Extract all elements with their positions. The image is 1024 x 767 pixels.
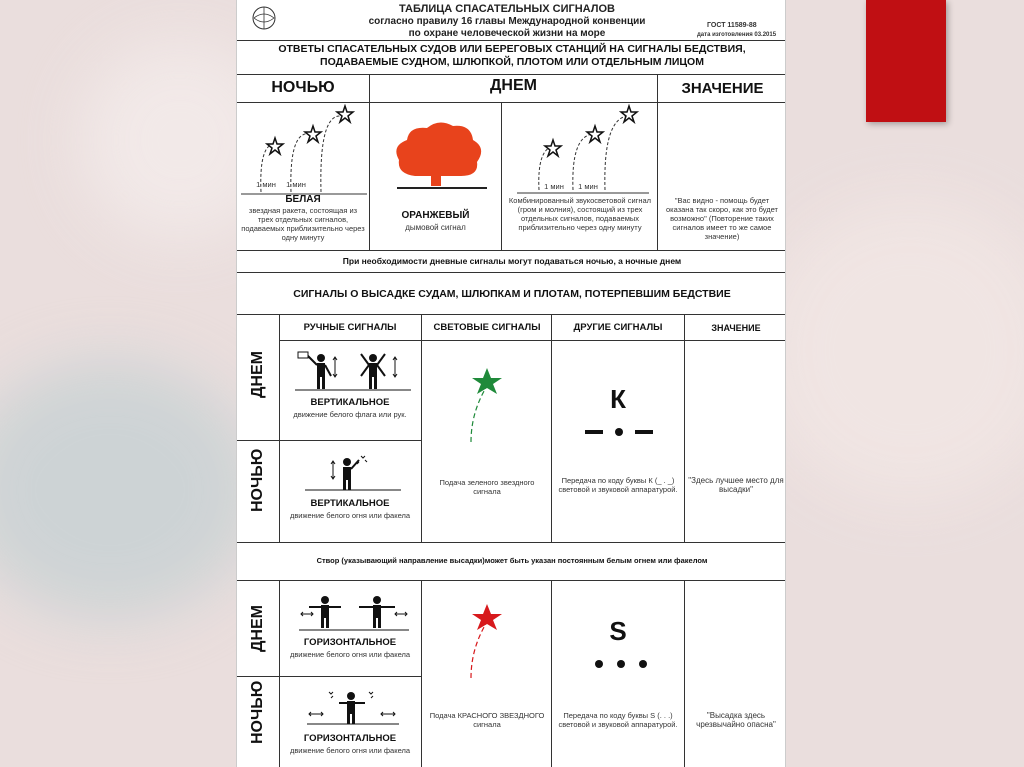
horizontal-flag-figures-icon <box>299 592 409 632</box>
accent-red-block <box>866 0 946 122</box>
divider <box>684 314 685 542</box>
divider <box>551 314 552 542</box>
divider <box>421 580 422 767</box>
col-day-header: ДНЕМ <box>490 77 537 94</box>
divider <box>684 580 685 767</box>
section2-title: СИГНАЛЫ О ВЫСАДКЕ СУДАМ, ШЛЮПКАМ И ПЛОТАМ, ПОТЕРПЕВШИМ БЕДСТВИЕ <box>293 288 731 300</box>
col-other-header: ДРУГИЕ СИГНАЛЫ <box>573 322 663 333</box>
vertical-torch-figure-icon <box>305 454 401 492</box>
divider <box>237 440 421 441</box>
divider <box>237 272 786 273</box>
light-desc-suffix: сигнала <box>473 720 501 729</box>
vertical-flag-figures-icon <box>295 350 411 392</box>
section1-title-line1: ОТВЕТЫ СПАСАТЕЛЬНЫХ СУДОВ ИЛИ БЕРЕГОВЫХ СТАНЦИЙ НА СИГНАЛЫ БЕДСТВИЯ, <box>278 43 746 55</box>
night-manual-desc-2: движение белого огня или факела <box>289 746 411 755</box>
divider <box>657 74 658 250</box>
divider <box>237 314 786 315</box>
section3-meaning: "Высадка здесь чрезвычайно опасна" <box>696 711 776 729</box>
signal-table-sheet <box>236 0 786 767</box>
day-manual-title: ВЕРТИКАЛЬНОЕ <box>310 397 390 408</box>
other-signal-desc: Передача по коду буквы К (_ . _) световой и звуковой аппаратурой. <box>558 476 678 494</box>
row-night-label-2: НОЧЬЮ <box>249 680 266 744</box>
divider <box>421 314 422 542</box>
divider <box>237 542 786 543</box>
sound-signal-desc: Комбинированный звукосветовой сигнал (гром и молния), состоящий из трех отдельных сигналов, подаваемых приблизительно через одну минуту <box>508 196 652 232</box>
section2-meaning: "Здесь лучшее место для высадки" <box>688 476 784 494</box>
light-desc-emphasis: КРАСНОГО ЗВЕЗДНОГО <box>457 711 545 720</box>
row-night-label: НОЧЬЮ <box>249 448 266 512</box>
col-manual-header: РУЧНЫЕ СИГНАЛЫ <box>303 322 397 333</box>
section1-note: При необходимости дневные сигналы могут подаваться ночью, а ночные днем <box>342 256 682 266</box>
divider <box>551 580 552 767</box>
interval-label: 1 мин <box>286 180 306 189</box>
day-manual-desc: движение белого флага или рук. <box>293 410 407 419</box>
night-manual-desc: движение белого огня или факела <box>289 511 411 520</box>
night-manual-title: ВЕРТИКАЛЬНОЕ <box>310 498 390 509</box>
header-title: ТАБЛИЦА СПАСАТЕЛЬНЫХ СИГНАЛОВ <box>399 3 615 15</box>
manufacture-date: дата изготовления 03.2015 <box>697 32 777 38</box>
green-star-signal-icon <box>457 362 517 446</box>
background-blob <box>0 360 260 620</box>
header-subtitle-2: по охране человеческой жизни на море <box>408 28 606 39</box>
divider <box>237 676 421 677</box>
interval-label: 1 мин <box>578 182 598 191</box>
orange-smoke-icon <box>387 118 497 196</box>
header-subtitle: согласно правилу 16 главы Международной конвенции <box>368 16 646 27</box>
interval-label: 1 мин <box>256 180 276 189</box>
row-day-label-2: ДНЕМ <box>249 605 266 652</box>
divider <box>237 40 786 41</box>
divider <box>279 340 786 341</box>
gost-code: ГОСТ 11589-88 <box>707 22 757 29</box>
col-meaning-header: ЗНАЧЕНИЕ <box>681 80 764 97</box>
night-signal-title: БЕЛАЯ <box>285 194 321 205</box>
divider <box>237 580 786 581</box>
morse-s-code-icon <box>589 656 653 672</box>
section1-title <box>237 43 786 69</box>
morse-k-code-icon <box>583 424 655 440</box>
col-night-header: НОЧЬЮ <box>271 79 335 96</box>
globe-logo-icon <box>249 4 279 32</box>
red-light-signal-desc <box>425 711 549 729</box>
divider <box>237 250 786 251</box>
background-blob <box>760 200 1024 500</box>
day-manual-desc-2: движение белого огня или факела <box>289 650 411 659</box>
row-day-label: ДНЕМ <box>249 351 266 398</box>
smoke-signal-desc: дымовой сигнал <box>405 223 466 232</box>
morse-letter-k: К <box>610 384 626 414</box>
smoke-signal-title: ОРАНЖЕВЫЙ <box>401 210 470 221</box>
section1-title-line2: ПОДАВАЕМЫЕ СУДНОМ, ШЛЮПКОЙ, ПЛОТОМ ИЛИ ОТДЕЛЬНЫМ ЛИЦОМ <box>320 56 704 68</box>
other-signal-desc-2: Передача по коду буквы S (. . .) световой и звуковой аппаратурой. <box>558 711 678 729</box>
section1-meaning: "Вас видно - помощь будет оказана так скоро, как это будет возможно" (Повторение таких сигналов имеет то же самое значение) <box>665 196 778 241</box>
col-meaning-header-2: ЗНАЧЕНИЕ <box>711 323 761 333</box>
light-signal-desc: Подача зеленого звездного сигнала <box>439 478 535 496</box>
interval-label: 1 мин <box>544 182 564 191</box>
light-desc-prefix: Подача <box>429 711 456 720</box>
night-signal-desc: звездная ракета, состоящая из трех отдельных сигналов, подаваемых приблизительно через одну минуту <box>241 206 365 242</box>
red-star-signal-icon <box>457 598 517 682</box>
divider <box>501 102 502 250</box>
night-manual-title-2: ГОРИЗОНТАЛЬНОЕ <box>303 733 397 744</box>
day-manual-title-2: ГОРИЗОНТАЛЬНОЕ <box>303 637 397 648</box>
divider <box>237 74 786 75</box>
morse-letter-s: S <box>609 616 627 646</box>
horizontal-torch-figure-icon <box>307 688 399 726</box>
col-light-header: СВЕТОВЫЕ СИГНАЛЫ <box>433 322 541 333</box>
note-2: Створ (указывающий направление высадки)может быть указан постоянным белым огнем или факелом <box>316 556 708 565</box>
